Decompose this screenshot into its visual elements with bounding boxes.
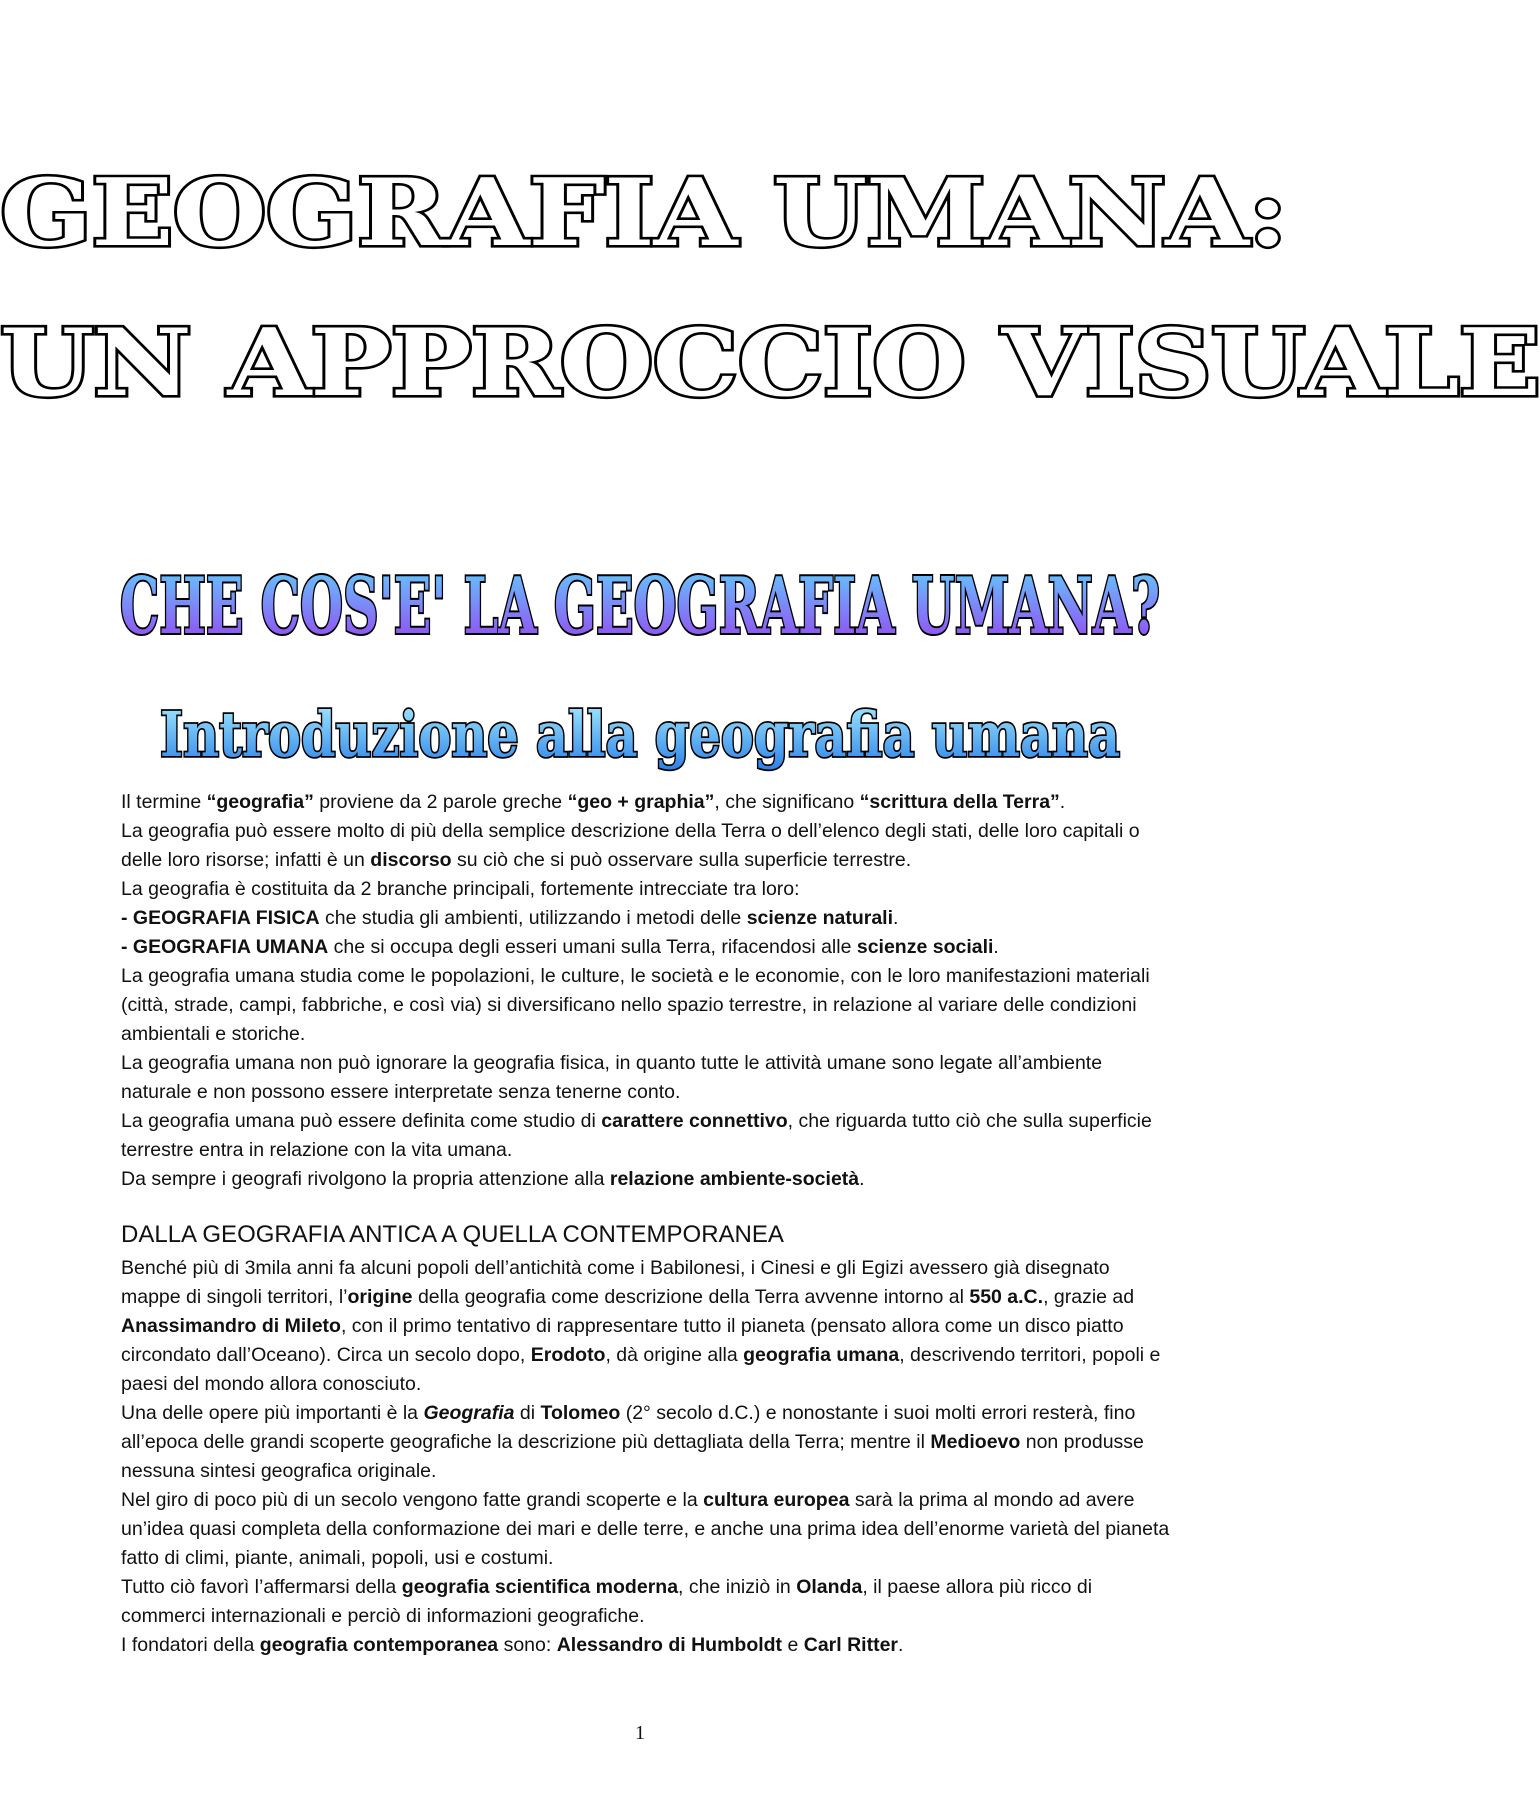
subtitle-text: CHE COS'E' LA GEOGRAFIA UMANA? [120, 561, 1160, 652]
paragraph: La geografia è costituita da 2 branche principali, fortemente intrecciate tra loro: [121, 878, 800, 900]
list-item: - GEOGRAFIA UMANA che si occupa degli esseri umani sulla Terra, rifacendosi alle scienze sociali. [121, 936, 999, 958]
paragraph: La geografia umana studia come le popolazioni, le culture, le società e le economie, con le loro manifestazioni materiali (città, strade, campi, fabbriche, e così via) si diversificano nello spazio terrestre, in relazione al variare delle condizioni ambientali e storiche. [121, 965, 1150, 1045]
section-heading: DALLA GEOGRAFIA ANTICA A QUELLA CONTEMPORANEA [121, 1221, 784, 1248]
paragraph: Il termine “geografia” proviene da 2 parole greche “geo + graphia”, che significano “scrittura della Terra”. [121, 791, 1066, 813]
list-item: - GEOGRAFIA FISICA che studia gli ambienti, utilizzando i metodi delle scienze naturali. [121, 907, 899, 929]
section-heading-intro [0, 690, 1280, 780]
paragraph: La geografia umana può essere definita come studio di carattere connettivo, che riguarda tutto ciò che sulla superficie terrestre entra in relazione con la vita umana. [121, 1110, 1152, 1161]
paragraph: La geografia umana non può ignorare la geografia fisica, in quanto tutte le attività umane sono legate all’ambiente naturale e non possono essere interpretate senza tenerne conto. [121, 1052, 1103, 1103]
paragraph: Nel giro di poco più di un secolo vengono fatte grandi scoperte e la cultura europea sarà la prima al mondo ad avere un’idea quasi completa della conformazione dei mari e delle terre, e anche una prima idea dell’enorme varietà del pianeta fatto di climi, piante, animali, popoli, usi e costumi. [121, 1489, 1170, 1569]
intro-text [121, 788, 1171, 1194]
paragraph: Tutto ciò favorì l’affermarsi della geografia scientifica moderna, che iniziò in Olanda, il paese allora più ricco di commerci internazionali e perciò di informazioni geografiche. [121, 1576, 1093, 1627]
subtitle-heading [0, 545, 1280, 655]
main-title-line-1: GEOGRAFIA UMANA: [0, 158, 1287, 268]
paragraph: Una delle opere più importanti è la Geografia di Tolomeo (2° secolo d.C.) e nonostante i suoi molti errori resterà, fino all’epoca delle grandi scoperte geografiche la descrizione più dettagliata della Terra; mentre il Medioevo non produsse nessuna sintesi geografica originale. [121, 1402, 1144, 1482]
paragraph: Da sempre i geografi rivolgono la propria attenzione alla relazione ambiente-società. [121, 1168, 865, 1190]
history-section [121, 1218, 1171, 1660]
intro-heading-text: Introduzione alla geografia umana [160, 698, 1120, 771]
paragraph: La geografia può essere molto di più della semplice descrizione della Terra o dell’elenco degli stati, delle loro capitali o delle loro risorse; infatti è un discorso su ciò che si può osservare sulla superficie terrestre. [121, 820, 1140, 871]
paragraph: Benché più di 3mila anni fa alcuni popoli dell’antichità come i Babilonesi, i Cinesi e gli Egizi avessero già disegnato mappe di singoli territori, l’origine della geografia come descrizione della Terra avvenne intorno al 550 a.C., grazie ad Anassimandro di Mileto, con il primo tentativo di rappresentare tutto il pianeta (pensato allora come un disco piatto circondato dall’Oceano). Circa un secolo dopo, Erodoto, dà origine alla geografia umana, descrivendo territori, popoli e paesi del mondo allora conosciuto. [121, 1257, 1161, 1395]
main-title-line-2: UN APPROCCIO VISUALE [0, 308, 1540, 418]
page-number: 1 [635, 1722, 645, 1744]
paragraph: I fondatori della geografia contemporanea sono: Alessandro di Humboldt e Carl Ritter. [121, 1634, 904, 1656]
